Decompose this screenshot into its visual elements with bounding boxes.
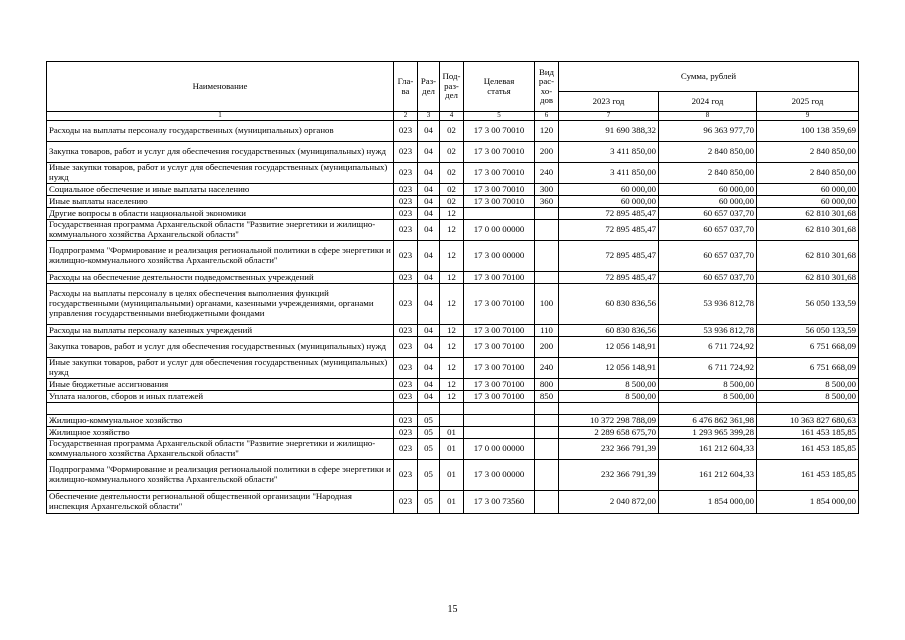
row-razdel: 04 (418, 358, 440, 379)
row-razdel: 05 (418, 427, 440, 439)
row-target: 17 3 00 70100 (464, 391, 535, 403)
row-sum-2025: 2 840 850,00 (757, 142, 859, 163)
row-glava: 023 (394, 220, 418, 241)
row-sum-2024: 60 657 037,70 (659, 241, 757, 272)
row-razdel: 04 (418, 391, 440, 403)
row-razdel: 04 (418, 163, 440, 184)
row-sum-2025: 62 810 301,68 (757, 241, 859, 272)
row-sum-2025 (757, 403, 859, 415)
row-glava: 023 (394, 325, 418, 337)
row-name: Другие вопросы в области национальной экономики (47, 208, 394, 220)
row-sum-2023: 3 411 850,00 (559, 142, 659, 163)
row-sum-2023: 72 895 485,47 (559, 272, 659, 284)
row-target: 17 3 00 70100 (464, 325, 535, 337)
row-podrazdel: 12 (440, 337, 464, 358)
table-row (47, 337, 859, 358)
row-sum-2025: 8 500,00 (757, 379, 859, 391)
row-vid (535, 208, 559, 220)
column-number-row (47, 112, 859, 121)
table-row (47, 284, 859, 325)
table-row (47, 121, 859, 142)
row-podrazdel: 12 (440, 272, 464, 284)
row-podrazdel: 02 (440, 196, 464, 208)
row-razdel: 04 (418, 284, 440, 325)
row-sum-2024: 1 854 000,00 (659, 491, 757, 514)
row-sum-2024: 60 000,00 (659, 184, 757, 196)
row-sum-2023: 60 830 836,56 (559, 325, 659, 337)
table-row (47, 403, 859, 415)
header-podrazdel: Под- раз- дел (440, 62, 464, 112)
budget-table (46, 61, 859, 514)
row-name: Жилищно-коммунальное хозяйство (47, 415, 394, 427)
row-target: 17 3 00 70100 (464, 284, 535, 325)
row-target (464, 208, 535, 220)
row-podrazdel: 12 (440, 241, 464, 272)
row-name: Закупка товаров, работ и услуг для обеспечения государственных (муниципальных) нужд (47, 337, 394, 358)
row-vid (535, 460, 559, 491)
row-podrazdel: 01 (440, 491, 464, 514)
row-podrazdel: 01 (440, 460, 464, 491)
row-target: 17 3 00 70100 (464, 358, 535, 379)
row-sum-2025: 161 453 185,85 (757, 439, 859, 460)
row-sum-2025: 56 050 133,59 (757, 325, 859, 337)
header-glava: Гла- ва (394, 62, 418, 112)
row-name: Подпрограмма "Формирование и реализация региональной политики в сфере энергетики и жилищно-коммунального хозяйства Архангельской области" (47, 241, 394, 272)
row-sum-2024: 60 657 037,70 (659, 272, 757, 284)
row-podrazdel: 02 (440, 184, 464, 196)
row-razdel: 04 (418, 337, 440, 358)
row-sum-2025: 60 000,00 (757, 184, 859, 196)
row-vid (535, 415, 559, 427)
column-number: 7 (559, 112, 659, 121)
row-vid (535, 491, 559, 514)
row-sum-2024: 53 936 812,78 (659, 284, 757, 325)
column-number: 9 (757, 112, 859, 121)
column-number: 1 (47, 112, 394, 121)
row-sum-2023: 12 056 148,91 (559, 358, 659, 379)
row-sum-2023: 72 895 485,47 (559, 208, 659, 220)
row-target: 17 3 00 70100 (464, 379, 535, 391)
row-name: Расходы на обеспечение деятельности подведомственных учреждений (47, 272, 394, 284)
row-vid: 360 (535, 196, 559, 208)
row-sum-2024: 2 840 850,00 (659, 163, 757, 184)
row-vid: 120 (535, 121, 559, 142)
row-name: Иные выплаты населению (47, 196, 394, 208)
row-podrazdel: 12 (440, 325, 464, 337)
column-number: 2 (394, 112, 418, 121)
row-glava: 023 (394, 427, 418, 439)
row-vid (535, 220, 559, 241)
row-name: Расходы на выплаты персоналу в целях обеспечения выполнения функций государственными (муниципальными) органами, казенными учреждениями, органами управления государственными внебюджетными фондами (47, 284, 394, 325)
row-podrazdel: 12 (440, 391, 464, 403)
row-sum-2024: 6 476 862 361,98 (659, 415, 757, 427)
header-year-2025: 2025 год (757, 92, 859, 112)
row-razdel: 04 (418, 220, 440, 241)
row-name: Закупка товаров, работ и услуг для обеспечения государственных (муниципальных) нужд (47, 142, 394, 163)
row-sum-2024: 161 212 604,33 (659, 460, 757, 491)
row-name: Социальное обеспечение и иные выплаты населению (47, 184, 394, 196)
table-row (47, 379, 859, 391)
column-number: 5 (464, 112, 535, 121)
row-glava: 023 (394, 196, 418, 208)
row-name: Иные закупки товаров, работ и услуг для обеспечения государственных (муниципальных) нужд (47, 358, 394, 379)
row-target: 17 3 00 70010 (464, 142, 535, 163)
row-razdel: 05 (418, 439, 440, 460)
row-sum-2023: 2 289 658 675,70 (559, 427, 659, 439)
row-podrazdel: 12 (440, 220, 464, 241)
row-target: 17 3 00 70100 (464, 272, 535, 284)
row-target (464, 415, 535, 427)
row-razdel: 04 (418, 208, 440, 220)
row-glava: 023 (394, 358, 418, 379)
table-row (47, 196, 859, 208)
row-glava: 023 (394, 460, 418, 491)
row-podrazdel: 01 (440, 427, 464, 439)
table-row (47, 439, 859, 460)
table-row (47, 427, 859, 439)
row-target: 17 3 00 73560 (464, 491, 535, 514)
row-glava: 023 (394, 184, 418, 196)
table-row (47, 272, 859, 284)
row-vid (535, 241, 559, 272)
row-name: Расходы на выплаты персоналу казенных учреждений (47, 325, 394, 337)
row-vid (535, 403, 559, 415)
column-number: 3 (418, 112, 440, 121)
row-vid (535, 272, 559, 284)
row-vid: 240 (535, 163, 559, 184)
row-glava: 023 (394, 415, 418, 427)
row-vid: 240 (535, 358, 559, 379)
row-target: 17 3 00 00000 (464, 460, 535, 491)
row-sum-2025: 10 363 827 680,63 (757, 415, 859, 427)
row-sum-2025: 1 854 000,00 (757, 491, 859, 514)
row-sum-2023: 3 411 850,00 (559, 163, 659, 184)
row-sum-2023: 91 690 388,32 (559, 121, 659, 142)
row-vid: 200 (535, 337, 559, 358)
row-sum-2025: 6 751 668,09 (757, 358, 859, 379)
row-glava: 023 (394, 391, 418, 403)
row-sum-2024: 1 293 965 399,28 (659, 427, 757, 439)
row-glava: 023 (394, 337, 418, 358)
row-name: Обеспечение деятельности региональной общественной организации "Народная инспекция Архангельской области" (47, 491, 394, 514)
row-razdel: 05 (418, 460, 440, 491)
row-target: 17 0 00 00000 (464, 439, 535, 460)
row-glava: 023 (394, 272, 418, 284)
row-sum-2025: 6 751 668,09 (757, 337, 859, 358)
row-podrazdel (440, 403, 464, 415)
row-glava: 023 (394, 142, 418, 163)
row-sum-2023 (559, 403, 659, 415)
row-podrazdel: 01 (440, 439, 464, 460)
row-name: Уплата налогов, сборов и иных платежей (47, 391, 394, 403)
row-vid: 850 (535, 391, 559, 403)
row-sum-2025: 161 453 185,85 (757, 427, 859, 439)
row-razdel: 05 (418, 415, 440, 427)
row-target: 17 3 00 70010 (464, 184, 535, 196)
row-podrazdel: 12 (440, 208, 464, 220)
row-glava: 023 (394, 379, 418, 391)
table-row (47, 358, 859, 379)
row-razdel: 04 (418, 241, 440, 272)
row-sum-2024: 6 711 724,92 (659, 358, 757, 379)
row-name (47, 403, 394, 415)
row-razdel: 04 (418, 272, 440, 284)
row-sum-2024: 60 657 037,70 (659, 208, 757, 220)
row-sum-2024: 53 936 812,78 (659, 325, 757, 337)
row-target: 17 3 00 70010 (464, 163, 535, 184)
row-sum-2024 (659, 403, 757, 415)
row-name: Государственная программа Архангельской области "Развитие энергетики и жилищно-коммунального хозяйства Архангельской области" (47, 220, 394, 241)
header-razdel: Раз- дел (418, 62, 440, 112)
table-row (47, 163, 859, 184)
row-vid: 100 (535, 284, 559, 325)
table-body (47, 121, 859, 514)
row-sum-2024: 60 657 037,70 (659, 220, 757, 241)
row-glava: 023 (394, 491, 418, 514)
row-sum-2023: 10 372 298 788,09 (559, 415, 659, 427)
row-sum-2024: 8 500,00 (659, 391, 757, 403)
row-sum-2025: 60 000,00 (757, 196, 859, 208)
row-sum-2025: 62 810 301,68 (757, 220, 859, 241)
row-sum-2023: 60 000,00 (559, 184, 659, 196)
header-target: Целевая статья (464, 62, 535, 112)
column-number: 6 (535, 112, 559, 121)
row-razdel: 05 (418, 491, 440, 514)
row-target (464, 403, 535, 415)
row-target: 17 3 00 70100 (464, 337, 535, 358)
row-target (464, 427, 535, 439)
row-target: 17 0 00 00000 (464, 220, 535, 241)
column-number: 4 (440, 112, 464, 121)
row-name: Государственная программа Архангельской области "Развитие энергетики и жилищно-коммунального хозяйства Архангельской области" (47, 439, 394, 460)
table-row (47, 460, 859, 491)
header-year-2024: 2024 год (659, 92, 757, 112)
row-podrazdel: 02 (440, 142, 464, 163)
row-razdel: 04 (418, 184, 440, 196)
row-sum-2024: 60 000,00 (659, 196, 757, 208)
row-sum-2023: 12 056 148,91 (559, 337, 659, 358)
row-podrazdel: 02 (440, 121, 464, 142)
table-row (47, 391, 859, 403)
row-sum-2024: 2 840 850,00 (659, 142, 757, 163)
row-glava (394, 403, 418, 415)
row-razdel: 04 (418, 379, 440, 391)
table-row (47, 325, 859, 337)
row-sum-2024: 161 212 604,33 (659, 439, 757, 460)
column-number: 8 (659, 112, 757, 121)
row-name: Иные закупки товаров, работ и услуг для обеспечения государственных (муниципальных) нужд (47, 163, 394, 184)
row-vid: 200 (535, 142, 559, 163)
row-glava: 023 (394, 163, 418, 184)
row-glava: 023 (394, 208, 418, 220)
header-name: Наименование (47, 62, 394, 112)
row-target: 17 3 00 70010 (464, 196, 535, 208)
row-sum-2025: 100 138 359,69 (757, 121, 859, 142)
row-razdel: 04 (418, 325, 440, 337)
row-glava: 023 (394, 284, 418, 325)
row-sum-2023: 60 830 836,56 (559, 284, 659, 325)
table-row (47, 220, 859, 241)
table-row (47, 208, 859, 220)
row-sum-2025: 62 810 301,68 (757, 272, 859, 284)
row-podrazdel: 12 (440, 379, 464, 391)
row-sum-2023: 232 366 791,39 (559, 460, 659, 491)
row-name: Расходы на выплаты персоналу государственных (муниципальных) органов (47, 121, 394, 142)
row-name: Подпрограмма "Формирование и реализация региональной политики в сфере энергетики и жилищно-коммунального хозяйства Архангельской области" (47, 460, 394, 491)
row-vid (535, 439, 559, 460)
row-sum-2023: 60 000,00 (559, 196, 659, 208)
header-year-2023: 2023 год (559, 92, 659, 112)
row-name: Иные бюджетные ассигнования (47, 379, 394, 391)
row-sum-2025: 56 050 133,59 (757, 284, 859, 325)
row-glava: 023 (394, 121, 418, 142)
row-vid: 300 (535, 184, 559, 196)
table-row (47, 415, 859, 427)
row-sum-2023: 232 366 791,39 (559, 439, 659, 460)
row-vid (535, 427, 559, 439)
table-row (47, 241, 859, 272)
row-sum-2023: 8 500,00 (559, 391, 659, 403)
row-glava: 023 (394, 241, 418, 272)
row-razdel: 04 (418, 142, 440, 163)
row-target: 17 3 00 00000 (464, 241, 535, 272)
table-row (47, 491, 859, 514)
header-sum: Сумма, рублей (559, 62, 859, 92)
table-row (47, 142, 859, 163)
row-glava: 023 (394, 439, 418, 460)
row-podrazdel: 12 (440, 358, 464, 379)
row-sum-2023: 72 895 485,47 (559, 220, 659, 241)
row-sum-2025: 161 453 185,85 (757, 460, 859, 491)
row-name: Жилищное хозяйство (47, 427, 394, 439)
row-podrazdel: 12 (440, 284, 464, 325)
page-number: 15 (447, 604, 458, 615)
row-sum-2023: 2 040 872,00 (559, 491, 659, 514)
row-razdel: 04 (418, 196, 440, 208)
row-vid: 800 (535, 379, 559, 391)
row-razdel (418, 403, 440, 415)
row-sum-2024: 6 711 724,92 (659, 337, 757, 358)
row-sum-2023: 8 500,00 (559, 379, 659, 391)
header-vid: Вид рас- хо- дов (535, 62, 559, 112)
table-row (47, 184, 859, 196)
row-vid: 110 (535, 325, 559, 337)
row-sum-2025: 2 840 850,00 (757, 163, 859, 184)
row-podrazdel (440, 415, 464, 427)
row-sum-2023: 72 895 485,47 (559, 241, 659, 272)
row-target: 17 3 00 70010 (464, 121, 535, 142)
row-sum-2024: 96 363 977,70 (659, 121, 757, 142)
row-sum-2025: 8 500,00 (757, 391, 859, 403)
row-sum-2024: 8 500,00 (659, 379, 757, 391)
row-podrazdel: 02 (440, 163, 464, 184)
row-sum-2025: 62 810 301,68 (757, 208, 859, 220)
row-razdel: 04 (418, 121, 440, 142)
